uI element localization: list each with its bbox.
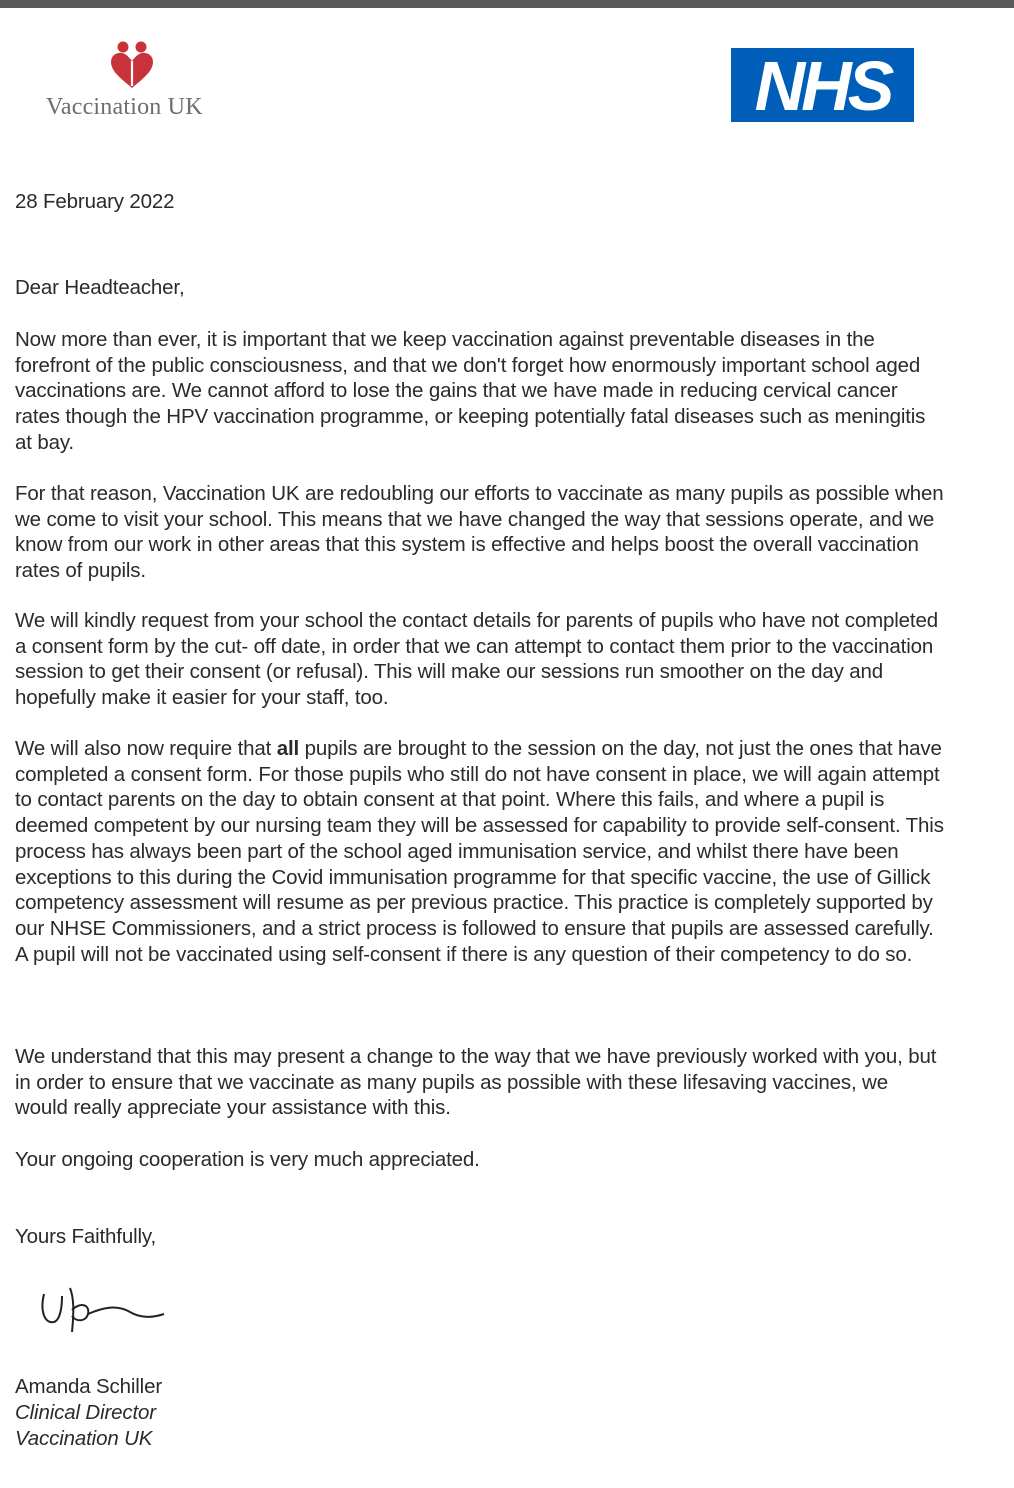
- paragraph-4-rest: pupils are brought to the session on the day, not just the ones that have completed a consent form. For those pupils who still do not have consent in place, we will again attempt to contact parents on the day to obtain consent at that point. Where this fails, and where a pupil is deemed competent by our nursing team they will be assessed for capability to provide self-consent. This process has always been part of the school aged immunisation service, and whilst there have been exceptions to this during the Covid immunisation programme for that specific vaccine, the use of Gillick competency assessment will resume as per previous practice. This practice is completely supported by our NHSE Commissioners, and a strict process is followed to ensure that pupils are assessed carefully. A pupil will not be vaccinated using self-consent if there is any question of their competency to do so.: [15, 737, 944, 966]
- paragraph-4-emphasis: all: [276, 737, 300, 760]
- signatory-organisation: Vaccination UK: [15, 1427, 153, 1450]
- paragraph-6: Your ongoing cooperation is very much appreciated.: [15, 1148, 480, 1171]
- paragraph-4: [15, 736, 945, 967]
- nhs-logo: [731, 47, 914, 125]
- paragraph-1: Now more than ever, it is important that we keep vaccination against preventable diseases in the forefront of the public consciousness, and that we don't forget how enormously important school aged vaccinations are. We cannot afford to lose the gains that we have made in reducing cervical cancer rates though the HPV vaccination programme, or keeping potentially fatal diseases such as meningitis at bay.: [15, 328, 926, 454]
- handwritten-signature: [36, 1282, 176, 1352]
- paragraph-3: We will kindly request from your school the contact details for parents of pupils who have not completed a consent form by the cut- off date, in order that we can attempt to contact them prior to the vaccination session to get their consent (or refusal). This will make our sessions run smoother on the day and hopefully make it easier for your staff, too.: [15, 609, 938, 710]
- letter-date: 28 February 2022: [15, 190, 175, 213]
- nhs-logo-text: NHS: [754, 47, 891, 125]
- vaccination-uk-logo: [46, 40, 226, 130]
- heart-people-icon: [109, 40, 155, 90]
- paragraph-2: For that reason, Vaccination UK are redoubling our efforts to vaccinate as many pupils as possible when we come to visit your school. This means that we have changed the way that sessions operate, and we know from our work in other areas that this system is effective and helps boost the overall vaccination rates of pupils.: [15, 482, 944, 583]
- signatory-name: Amanda Schiller: [15, 1375, 163, 1398]
- vaccination-uk-logo-text: Vaccination UK: [46, 94, 203, 120]
- paragraph-5: We understand that this may present a change to the way that we have previously worked with you, but in order to ensure that we vaccinate as many pupils as possible with these lifesaving vaccines, we would really appreciate your assistance with this.: [15, 1045, 937, 1120]
- letter-salutation: Dear Headteacher,: [15, 276, 185, 299]
- top-border-strip: [0, 0, 1014, 8]
- letter-closing: Yours Faithfully,: [15, 1225, 157, 1248]
- signatory-title: Clinical Director: [15, 1401, 156, 1424]
- paragraph-4-start: We will also now require that: [15, 737, 277, 760]
